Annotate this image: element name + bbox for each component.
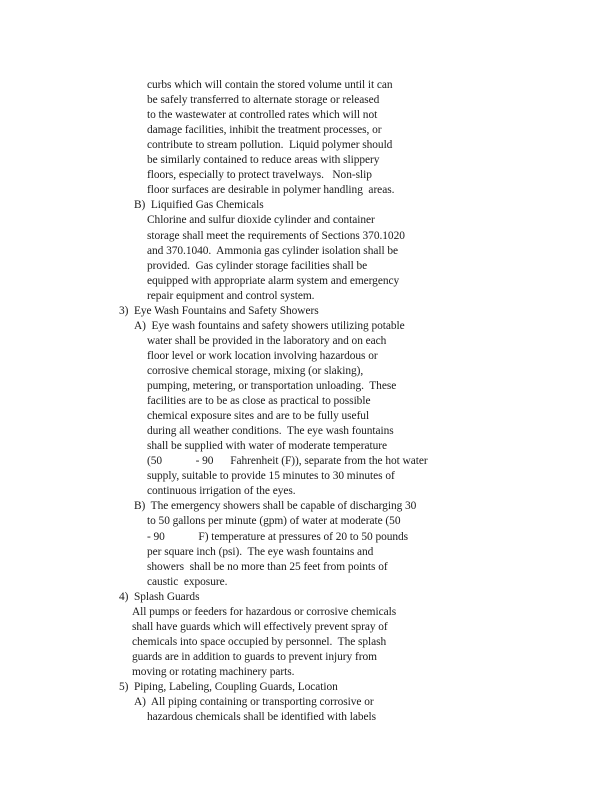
text-line: caustic exposure. xyxy=(147,575,228,588)
subsection-heading: B) Liquified Gas Chemicals xyxy=(134,199,264,212)
text-line: All pumps or feeders for hazardous or corrosive chemicals xyxy=(132,605,397,618)
text-line: floor level or work location involving hazardous or xyxy=(147,349,378,362)
text-line: to 50 gallons per minute (gpm) of water at moderate (50 xyxy=(147,515,401,528)
text-line: corrosive chemical storage, mixing (or slaking), xyxy=(147,364,364,377)
text-line: to the wastewater at controlled rates which will not xyxy=(147,109,378,122)
text-line: repair equipment and control system. xyxy=(147,289,315,302)
text-line: and 370.1040. Ammonia gas cylinder isolation shall be xyxy=(147,244,399,257)
text-line: guards are in addition to guards to prevent injury from xyxy=(132,650,377,663)
text-line: damage facilities, inhibit the treatment processes, or xyxy=(147,124,382,137)
text-line: facilities are to be as close as practical to possible xyxy=(147,395,371,408)
text-line: - 90 F) temperature at pressures of 20 to 50 pounds xyxy=(147,530,409,543)
text-line: storage shall meet the requirements of Sections 370.1020 xyxy=(147,229,405,242)
section-heading: 3) Eye Wash Fountains and Safety Showers xyxy=(119,304,319,317)
text-line: floors, especially to protect travelways. Non-slip xyxy=(147,169,372,182)
text-line: provided. Gas cylinder storage facilities shall be xyxy=(147,259,368,272)
section-heading: 4) Splash Guards xyxy=(119,590,200,603)
subsection-heading: A) Eye wash fountains and safety showers utilizing potable xyxy=(134,319,405,332)
text-line: moving or rotating machinery parts. xyxy=(132,665,295,678)
text-line: curbs which will contain the stored volume until it can xyxy=(147,79,393,91)
text-line: be safely transferred to alternate storage or released xyxy=(147,94,380,107)
text-line: water shall be provided in the laboratory and on each xyxy=(147,334,387,347)
text-line: during all weather conditions. The eye wash fountains xyxy=(147,425,394,438)
subsection-heading: B) The emergency showers shall be capable of discharging 30 xyxy=(134,500,417,513)
text-line: chemicals into space occupied by personnel. The splash xyxy=(132,635,387,648)
text-line: floor surfaces are desirable in polymer handling areas. xyxy=(147,184,395,197)
text-line: hazardous chemicals shall be identified with labels xyxy=(147,711,376,724)
text-line: showers shall be no more than 25 feet from points of xyxy=(147,560,388,573)
text-line: equipped with appropriate alarm system and emergency xyxy=(147,274,400,287)
text-line: (50 - 90 Fahrenheit (F)), separate from the hot water xyxy=(147,455,428,468)
text-line: per square inch (psi). The eye wash fountains and xyxy=(147,545,374,558)
subsection-heading: A) All piping containing or transporting corrosive or xyxy=(134,696,374,709)
text-line: shall be supplied with water of moderate temperature xyxy=(147,440,387,453)
text-line: contribute to stream pollution. Liquid polymer should xyxy=(147,139,393,152)
text-line: be similarly contained to reduce areas with slippery xyxy=(147,154,380,167)
text-line: Chlorine and sulfur dioxide cylinder and container xyxy=(147,214,375,227)
text-line: supply, suitable to provide 15 minutes to 30 minutes of xyxy=(147,470,395,483)
text-line: pumping, metering, or transportation unloading. These xyxy=(147,380,397,392)
section-heading: 5) Piping, Labeling, Coupling Guards, Location xyxy=(119,681,338,693)
text-line: continuous irrigation of the eyes. xyxy=(147,485,296,498)
text-line: shall have guards which will effectively prevent spray of xyxy=(132,620,388,633)
text-line: chemical exposure sites and are to be fully useful xyxy=(147,410,370,423)
